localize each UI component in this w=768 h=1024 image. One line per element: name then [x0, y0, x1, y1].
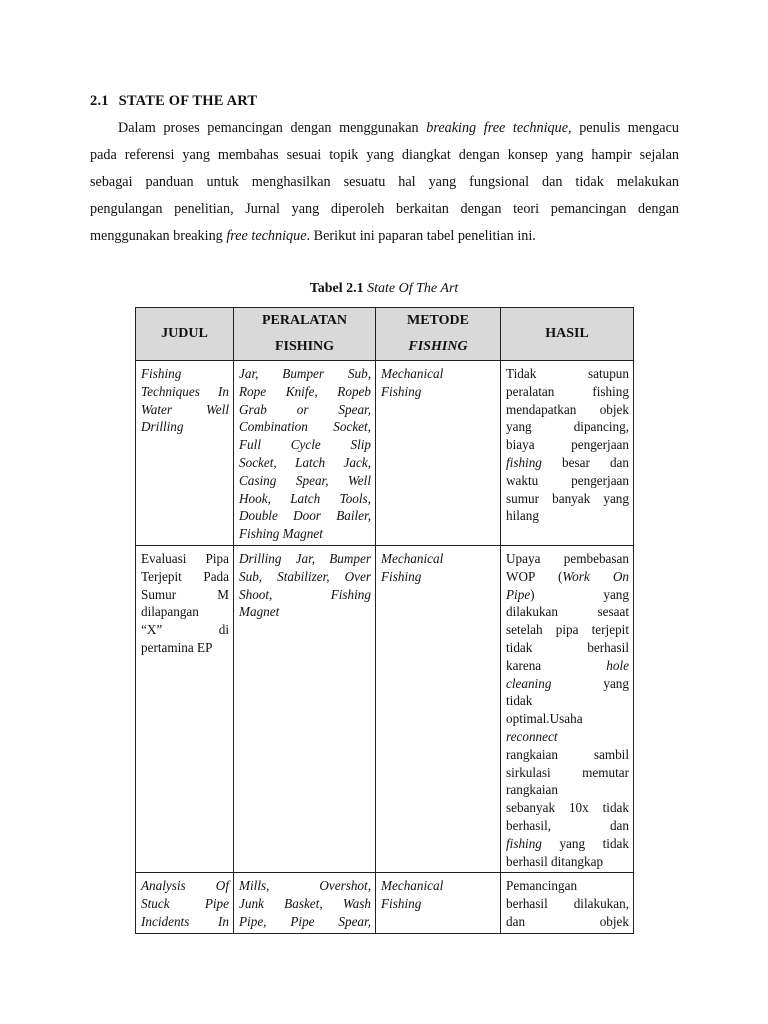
cell-line: [506, 746, 629, 764]
text-segment: Fishing: [381, 896, 422, 912]
cell-line: [506, 781, 629, 799]
cell-line: [506, 853, 629, 871]
header-hasil: HASIL: [501, 308, 634, 361]
text-segment: yang: [551, 675, 629, 691]
text-segment: Socket, Latch Jack,: [239, 454, 371, 470]
cell-line: [141, 639, 229, 657]
cell-line: [506, 603, 629, 621]
text-segment: setelah pipa terjepit: [506, 622, 629, 638]
cell-line: [506, 418, 629, 436]
text-segment: Mills, Overshot,: [239, 878, 371, 894]
text-segment: Shoot, Fishing: [239, 586, 371, 602]
text-segment: berhasil ditangkap: [506, 853, 604, 869]
header-metode: [376, 308, 501, 361]
header-peralatan: [234, 308, 376, 361]
cell-line: [506, 692, 629, 710]
cell-line: [506, 490, 629, 508]
cell-peralatan: [234, 361, 376, 546]
cell-line: [239, 454, 371, 472]
text-segment: hilang: [506, 508, 539, 524]
text-segment: dilapangan: [141, 604, 199, 620]
cell-line: [239, 550, 371, 568]
text-segment: Hook, Latch Tools,: [239, 490, 371, 506]
text-segment: ) yang: [530, 586, 629, 602]
cell-line: [506, 383, 629, 401]
text-segment: WOP (: [506, 568, 563, 584]
text-segment: Upaya pembebasan: [506, 550, 629, 566]
text-segment: Fishing: [381, 383, 422, 399]
text-segment: Combination Socket,: [239, 419, 371, 435]
text-segment: Mechanical: [381, 550, 444, 566]
text-segment: Evaluasi Pipa: [141, 550, 229, 566]
table-row: [136, 873, 634, 933]
cell-line: [506, 550, 629, 568]
cell-metode: [376, 545, 501, 872]
cell-line: [239, 472, 371, 490]
cell-line: [381, 383, 496, 401]
cell-peralatan: [234, 873, 376, 933]
cell-line: [141, 401, 229, 419]
text-segment: fishing: [506, 454, 542, 470]
cell-line: [506, 675, 629, 693]
paragraph-line: [90, 196, 679, 223]
cell-line: [506, 913, 629, 931]
text-segment: , penulis mengacu: [568, 120, 679, 136]
text-segment: reconnect: [506, 728, 558, 744]
cell-line: [141, 621, 229, 639]
text-segment: karena: [506, 657, 607, 673]
cell-line: [141, 586, 229, 604]
text-segment: Water Well: [141, 401, 229, 417]
text-segment: peralatan fishing: [506, 383, 629, 399]
cell-metode: [376, 361, 501, 546]
cell-line: [381, 568, 496, 586]
text-segment: . Berikut ini paparan tabel penelitian ini.: [306, 228, 536, 244]
header-peralatan-line1: PERALATAN: [261, 313, 348, 328]
text-segment: free technique: [226, 228, 307, 244]
cell-line: [141, 895, 229, 913]
table-caption-number: Tabel 2.1: [309, 281, 364, 296]
cell-line: [506, 710, 629, 728]
text-segment: “X” di: [141, 622, 229, 638]
text-segment: Mechanical: [381, 366, 444, 381]
cell-line: [381, 877, 496, 895]
cell-line: [506, 586, 629, 604]
text-segment: Double Door Bailer,: [239, 508, 371, 524]
cell-line: [239, 401, 371, 419]
text-segment: berhasil, dan: [506, 817, 629, 833]
text-segment: rangkaian: [506, 782, 558, 798]
cell-judul: [136, 873, 234, 933]
text-segment: Sumur M: [141, 586, 229, 602]
cell-line: [506, 835, 629, 853]
table-caption: [0, 281, 768, 297]
cell-line: [506, 877, 629, 895]
cell-line: [141, 603, 229, 621]
table-caption-text: State Of The Art: [367, 281, 459, 296]
text-segment: menggunakan breaking: [90, 228, 227, 244]
header-peralatan-line2: FISHING: [274, 339, 335, 354]
cell-line: [506, 728, 629, 746]
text-segment: optimal.Usaha: [506, 711, 583, 727]
cell-line: [506, 365, 629, 383]
text-segment: breaking free technique: [426, 120, 569, 136]
text-segment: berhasil dilakukan,: [506, 896, 629, 912]
section-title: STATE OF THE ART: [118, 93, 258, 109]
paragraph-line: [90, 142, 679, 169]
cell-line: [506, 507, 629, 525]
text-segment: sumur banyak yang: [506, 490, 629, 506]
text-segment: Tidak satupun: [506, 366, 629, 381]
text-segment: Sub, Stabilizer, Over: [239, 568, 371, 584]
cell-metode: [376, 873, 501, 933]
text-segment: pengulangan penelitian, Jurnal yang diperoleh berkaitan dengan teori pemancingan dengan: [90, 201, 679, 217]
text-segment: yang dipancing,: [506, 419, 629, 435]
cell-line: [141, 913, 229, 931]
text-segment: fishing: [506, 835, 542, 851]
text-segment: Mechanical: [381, 878, 444, 894]
table-header-row: [136, 308, 634, 361]
text-segment: Magnet: [239, 604, 280, 620]
text-segment: Terjepit Pada: [141, 568, 229, 584]
cell-line: [506, 817, 629, 835]
intro-paragraph: [90, 115, 679, 250]
cell-line: [506, 657, 629, 675]
cell-line: [239, 568, 371, 586]
text-segment: Rope Knife, Ropeb: [239, 383, 371, 399]
cell-hasil: [501, 545, 634, 872]
cell-line: [381, 365, 496, 383]
text-segment: tidak: [506, 693, 533, 709]
cell-judul: [136, 361, 234, 546]
cell-line: [239, 877, 371, 895]
cell-line: [381, 895, 496, 913]
table-row: [136, 545, 634, 872]
text-segment: Fishing: [141, 366, 182, 381]
text-segment: Jar, Bumper Sub,: [239, 366, 371, 381]
paragraph-line: [90, 169, 679, 196]
text-segment: cleaning: [506, 675, 552, 691]
text-segment: tidak berhasil: [506, 639, 629, 655]
cell-line: [506, 568, 629, 586]
text-segment: Incidents In: [141, 913, 229, 929]
text-segment: sebanyak 10x tidak: [506, 800, 629, 816]
text-segment: Analysis Of: [141, 878, 229, 894]
cell-line: [506, 895, 629, 913]
text-segment: Fishing Magnet: [239, 526, 323, 542]
cell-line: [239, 603, 371, 621]
text-segment: sebagai panduan untuk menghasilkan sesuatu hal yang fungsional dan tidak melakukan: [90, 174, 679, 190]
text-segment: Dalam proses pemancingan dengan menggunakan: [118, 120, 427, 136]
cell-line: [506, 454, 629, 472]
text-segment: Stuck Pipe: [141, 896, 229, 912]
cell-line: [141, 877, 229, 895]
text-segment: Junk Basket, Wash: [239, 896, 371, 912]
text-segment: Drilling Jar, Bumper: [239, 550, 371, 566]
cell-line: [239, 525, 371, 543]
text-segment: mendapatkan objek: [506, 401, 629, 417]
cell-line: [239, 383, 371, 401]
cell-hasil: [501, 873, 634, 933]
text-segment: pada referensi yang membahas sesuai topik yang diangkat dengan konsep yang hampir sejalan: [90, 147, 679, 163]
section-number: 2.1: [90, 93, 109, 109]
cell-line: [239, 365, 371, 383]
text-segment: dilakukan sesaat: [506, 604, 629, 620]
text-segment: Fishing: [381, 568, 422, 584]
text-segment: dan objek: [506, 913, 629, 929]
text-segment: Pemancingan: [506, 878, 578, 894]
text-segment: pertamina EP: [141, 639, 213, 655]
section-heading: [90, 93, 257, 110]
cell-line: [506, 472, 629, 490]
text-segment: Techniques In: [141, 383, 229, 399]
cell-judul: [136, 545, 234, 872]
text-segment: Pipe, Pipe Spear,: [239, 913, 371, 929]
table-row: [136, 361, 634, 546]
cell-line: [141, 568, 229, 586]
text-segment: hole: [606, 657, 629, 673]
cell-line: [381, 550, 496, 568]
cell-line: [506, 799, 629, 817]
cell-line: [506, 401, 629, 419]
cell-line: [141, 365, 229, 383]
header-judul: JUDUL: [136, 308, 234, 361]
cell-line: [239, 913, 371, 931]
text-segment: Grab or Spear,: [239, 401, 371, 417]
text-segment: biaya pengerjaan: [506, 437, 629, 453]
text-segment: Pipe: [506, 586, 531, 602]
paragraph-line: [90, 223, 679, 250]
cell-hasil: [501, 361, 634, 546]
text-segment: Full Cycle Slip: [239, 437, 371, 453]
cell-line: [239, 507, 371, 525]
cell-line: [506, 436, 629, 454]
state-of-the-art-table: [135, 307, 634, 934]
text-segment: Drilling: [141, 419, 184, 435]
cell-line: [506, 621, 629, 639]
text-segment: Work On: [562, 568, 629, 584]
cell-line: [239, 418, 371, 436]
cell-line: [506, 764, 629, 782]
cell-line: [141, 550, 229, 568]
cell-line: [141, 383, 229, 401]
header-metode-line2: FISHING: [408, 339, 468, 354]
paragraph-line: [90, 115, 679, 142]
cell-peralatan: [234, 545, 376, 872]
cell-line: [141, 418, 229, 436]
text-segment: Casing Spear, Well: [239, 472, 371, 488]
cell-line: [239, 586, 371, 604]
text-segment: yang tidak: [541, 835, 629, 851]
cell-line: [239, 490, 371, 508]
text-segment: waktu pengerjaan: [506, 472, 629, 488]
text-segment: sirkulasi memutar: [506, 764, 629, 780]
text-segment: besar dan: [541, 454, 629, 470]
cell-line: [239, 895, 371, 913]
cell-line: [239, 436, 371, 454]
header-metode-line1: METODE: [407, 313, 469, 328]
text-segment: rangkaian sambil: [506, 746, 629, 762]
cell-line: [506, 639, 629, 657]
